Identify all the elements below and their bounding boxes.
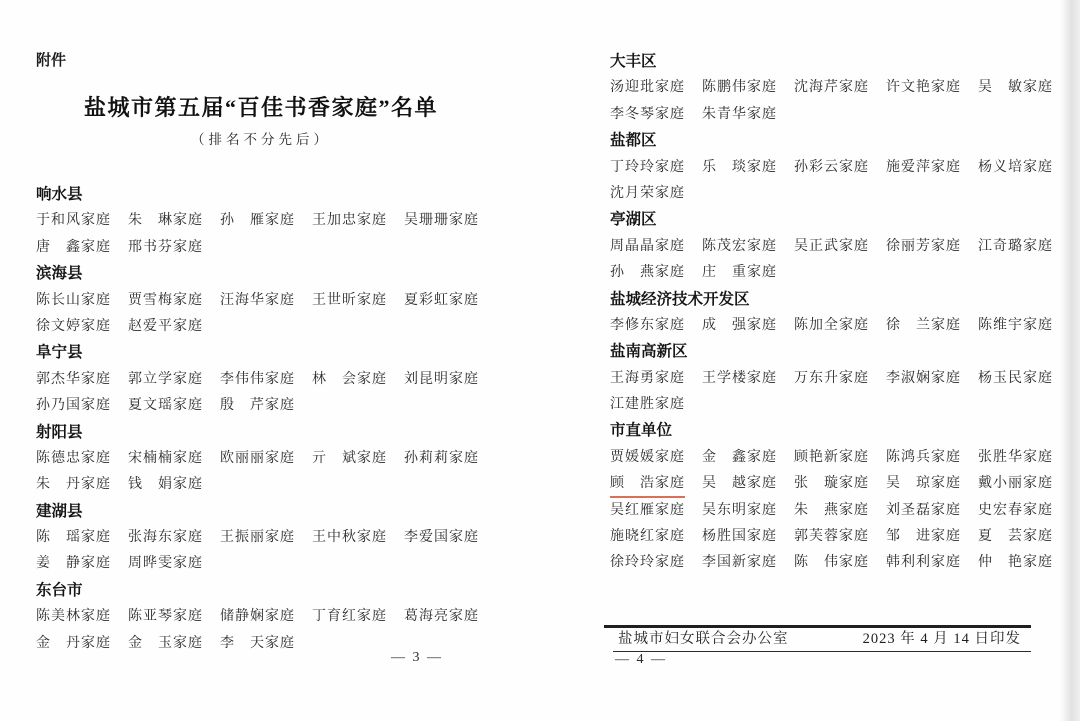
- family-name: 吴 敏家庭: [978, 80, 1053, 96]
- name-row: [36, 472, 486, 498]
- name-row: [610, 181, 1058, 207]
- name-row: [610, 392, 1058, 418]
- footer-issuer: 盐城市妇女联合会办公室: [618, 630, 789, 647]
- family-name: 吴正武家庭: [794, 238, 869, 254]
- family-name: 孙彩云家庭: [794, 159, 869, 175]
- family-name: 陈美林家庭: [36, 609, 111, 625]
- family-name: 丁育红家庭: [312, 609, 387, 625]
- family-name: 朱 琳家庭: [128, 213, 203, 229]
- footer-row: [604, 628, 1031, 651]
- family-name: 陈鸿兵家庭: [886, 449, 961, 465]
- family-name: 周晶晶家庭: [610, 238, 685, 254]
- family-name: 唐 鑫家庭: [36, 239, 111, 255]
- page-number-4: — 4 —: [615, 652, 667, 667]
- family-name: 王加忠家庭: [312, 213, 387, 229]
- family-name: 朱 燕家庭: [794, 502, 869, 518]
- family-name: 施晓红家庭: [610, 529, 685, 545]
- family-name: 顾艳新家庭: [794, 449, 869, 465]
- family-name: 王海勇家庭: [610, 370, 685, 386]
- family-name: 徐丽芳家庭: [886, 238, 961, 254]
- family-name: 李修东家庭: [610, 317, 685, 333]
- family-name: 夏文瑶家庭: [128, 398, 203, 414]
- family-name: 徐玲玲家庭: [610, 555, 685, 571]
- family-name: 沈海芹家庭: [794, 80, 869, 96]
- family-name: 姜 静家庭: [36, 556, 111, 572]
- section-header: 建湖县: [36, 502, 83, 520]
- name-row: [36, 393, 486, 419]
- footer-imprint: [604, 625, 1031, 652]
- family-name: 郭立学家庭: [128, 371, 203, 387]
- family-name: 邹 进家庭: [886, 529, 961, 545]
- right-page-sections: [610, 49, 1058, 577]
- family-name: 杨胜国家庭: [702, 529, 777, 545]
- section-header: 盐都区: [610, 132, 657, 150]
- family-name: 陈 伟家庭: [794, 555, 869, 571]
- family-name: 夏 芸家庭: [978, 529, 1053, 545]
- name-row: [610, 102, 1058, 128]
- family-name: 杨义培家庭: [978, 159, 1053, 175]
- name-row: [610, 75, 1058, 101]
- name-row: [36, 208, 486, 234]
- family-name: 徐 兰家庭: [886, 317, 961, 333]
- name-row: [36, 551, 486, 577]
- name-row: [36, 367, 486, 393]
- family-name: 施爱萍家庭: [886, 159, 961, 175]
- family-name: 张海东家庭: [128, 530, 203, 546]
- name-row: [610, 313, 1058, 339]
- family-name: 葛海亮家庭: [404, 609, 479, 625]
- name-row: [610, 234, 1058, 260]
- name-row: [610, 471, 1058, 497]
- name-row: [610, 498, 1058, 524]
- family-name: 刘圣磊家庭: [886, 502, 961, 518]
- family-name: 郭芙蓉家庭: [794, 529, 869, 545]
- family-name: 孙 雁家庭: [220, 213, 295, 229]
- family-name: 陈德忠家庭: [36, 450, 111, 466]
- family-name: 李 天家庭: [220, 635, 295, 651]
- family-name: 于和风家庭: [36, 213, 111, 229]
- page-number-3: — 3 —: [391, 650, 443, 665]
- name-row: [36, 446, 486, 472]
- family-name: 宋楠楠家庭: [128, 450, 203, 466]
- left-page-sections: [36, 182, 486, 657]
- family-name: 孙莉莉家庭: [404, 450, 479, 466]
- section-header: 盐南高新区: [610, 343, 688, 361]
- family-name: 顾 浩家庭: [610, 471, 685, 497]
- family-name: 徐文婷家庭: [36, 318, 111, 334]
- family-name: 王中秋家庭: [312, 530, 387, 546]
- name-row: [610, 260, 1058, 286]
- family-name: 李淑娴家庭: [886, 370, 961, 386]
- section-header: 盐城经济技术开发区: [610, 290, 750, 308]
- family-name: 吴 琼家庭: [886, 476, 961, 492]
- family-name: 贾媛媛家庭: [610, 449, 685, 465]
- family-name: 赵爱平家庭: [128, 318, 203, 334]
- footer-rule-bottom: [613, 651, 1031, 653]
- family-name: 孙乃国家庭: [36, 398, 111, 414]
- family-name: 储静娴家庭: [220, 609, 295, 625]
- family-name: 张胜华家庭: [978, 449, 1053, 465]
- family-name: 朱 丹家庭: [36, 477, 111, 493]
- family-name: 庄 重家庭: [702, 265, 777, 281]
- family-name: 史宏春家庭: [978, 502, 1053, 518]
- family-name: 孙 燕家庭: [610, 265, 685, 281]
- family-name: 郭杰华家庭: [36, 371, 111, 387]
- family-name: 吴东明家庭: [702, 502, 777, 518]
- family-name: 朱青华家庭: [702, 106, 777, 122]
- family-name: 金 丹家庭: [36, 635, 111, 651]
- family-name: 亓 斌家庭: [312, 450, 387, 466]
- family-name: 李伟伟家庭: [220, 371, 295, 387]
- document-subtitle: （排名不分先后）: [191, 132, 331, 147]
- family-name: 汤迎玭家庭: [610, 80, 685, 96]
- family-name: 陈加全家庭: [794, 317, 869, 333]
- family-name: 成 强家庭: [702, 317, 777, 333]
- name-row: [610, 524, 1058, 550]
- name-row: [610, 155, 1058, 181]
- family-name: 戴小丽家庭: [978, 476, 1053, 492]
- family-name: 陈维宇家庭: [978, 317, 1053, 333]
- family-name: 钱 娟家庭: [128, 477, 203, 493]
- family-name: 陈 瑶家庭: [36, 530, 111, 546]
- family-name: 汪海华家庭: [220, 292, 295, 308]
- name-row: [36, 314, 486, 340]
- family-name: 许文艳家庭: [886, 80, 961, 96]
- name-row: [610, 366, 1058, 392]
- family-name: 吴 越家庭: [702, 476, 777, 492]
- family-name: 贾雪梅家庭: [128, 292, 203, 308]
- family-name: 王学楼家庭: [702, 370, 777, 386]
- family-name: 林 会家庭: [312, 371, 387, 387]
- family-name: 仲 艳家庭: [978, 555, 1053, 571]
- section-header: 射阳县: [36, 423, 83, 441]
- family-name: 万东升家庭: [794, 370, 869, 386]
- name-row: [36, 525, 486, 551]
- family-name: 李冬琴家庭: [610, 106, 685, 122]
- family-name: 夏彩虹家庭: [404, 292, 479, 308]
- family-name: 陈亚琴家庭: [128, 609, 203, 625]
- family-name: 吴红雁家庭: [610, 502, 685, 518]
- family-name: 吴珊珊家庭: [404, 213, 479, 229]
- name-row: [610, 445, 1058, 471]
- family-name: 李国新家庭: [702, 555, 777, 571]
- family-name: 乐 琰家庭: [702, 159, 777, 175]
- name-row: [610, 550, 1058, 576]
- family-name: 丁玲玲家庭: [610, 159, 685, 175]
- family-name: 陈鹏伟家庭: [702, 80, 777, 96]
- family-name: 殷 芹家庭: [220, 398, 295, 414]
- page-4: [610, 49, 1058, 577]
- family-name: 陈长山家庭: [36, 292, 111, 308]
- section-header: 亭湖区: [610, 211, 657, 229]
- document-title: 盐城市第五届“百佳书香家庭”名单: [83, 95, 438, 120]
- name-row: [36, 604, 486, 630]
- section-header: 市直单位: [610, 422, 673, 440]
- family-name: 韩利利家庭: [886, 555, 961, 571]
- family-name: 沈月荣家庭: [610, 185, 685, 201]
- attachment-label: 附件: [36, 52, 67, 69]
- family-name: 欧丽丽家庭: [220, 450, 295, 466]
- family-name: 张 璇家庭: [794, 476, 869, 492]
- family-name: 李爱国家庭: [404, 530, 479, 546]
- family-name: 江建胜家庭: [610, 397, 685, 413]
- page-3: [36, 52, 486, 657]
- footer-print-date: 2023 年 4 月 14 日印发: [862, 630, 1021, 647]
- section-header: 响水县: [36, 186, 83, 203]
- name-row: [36, 235, 486, 261]
- family-name: 杨玉民家庭: [978, 370, 1053, 386]
- section-header: 大丰区: [610, 53, 657, 70]
- scan-edge-shadow: [1060, 0, 1080, 721]
- family-name: 陈茂宏家庭: [702, 238, 777, 254]
- family-name: 金 玉家庭: [128, 635, 203, 651]
- section-header: 东台市: [36, 581, 83, 599]
- family-name: 周晔雯家庭: [128, 556, 203, 572]
- family-name: 王振丽家庭: [220, 530, 295, 546]
- section-header: 滨海县: [36, 265, 83, 283]
- family-name: 金 鑫家庭: [702, 449, 777, 465]
- family-name: 刘昆明家庭: [404, 371, 479, 387]
- family-name: 王世昕家庭: [312, 292, 387, 308]
- family-name: 邢书芬家庭: [128, 239, 203, 255]
- section-header: 阜宁县: [36, 344, 83, 362]
- name-row: [36, 288, 486, 314]
- family-name: 江奇璐家庭: [978, 238, 1053, 254]
